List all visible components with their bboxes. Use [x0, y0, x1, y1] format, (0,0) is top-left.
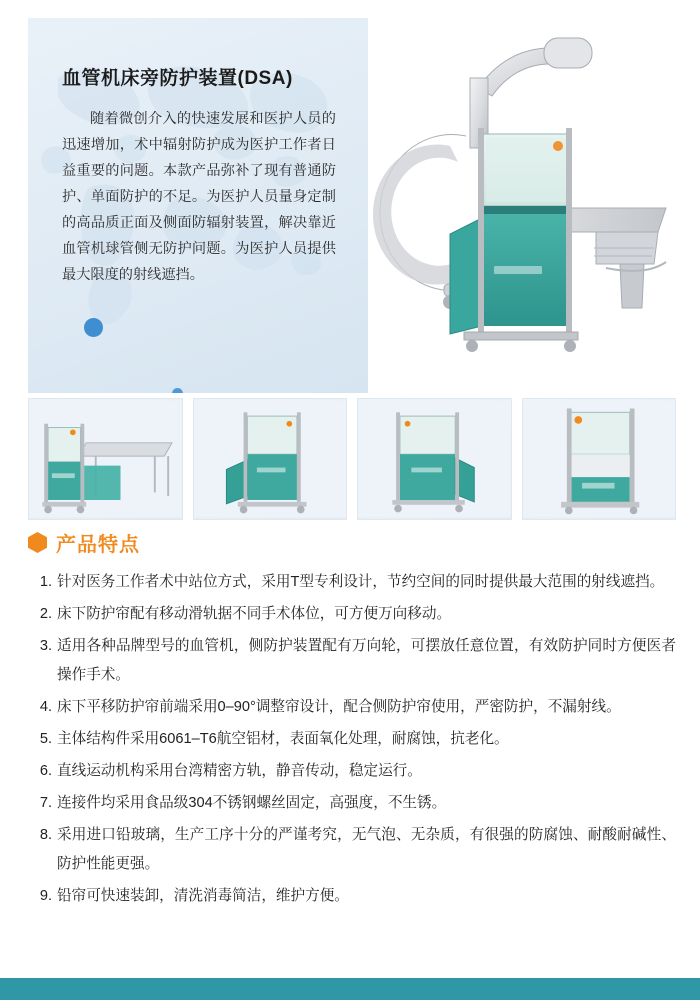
- hero-product-illustration: [358, 18, 676, 393]
- list-item-text: 适用各种品牌型号的血管机，侧防护装置配有万向轮，可摆放任意位置，有效防护同时方便医者操作手术。: [57, 638, 676, 683]
- list-item-text: 主体结构件采用6061–T6航空铝材，表面氧化处理，耐腐蚀，抗老化。: [57, 731, 509, 747]
- hero-text-panel: [28, 18, 368, 393]
- list-item-number: 3.: [39, 638, 52, 654]
- list-item-number: 7.: [39, 795, 52, 811]
- page-title: 血管机床旁防护装置(DSA): [62, 68, 293, 89]
- list-item-text: 针对医务工作者术中站位方式，采用T型专利设计，节约空间的同时提供最大范围的射线遮挡。: [57, 574, 665, 590]
- decorative-dot-small: [172, 388, 183, 393]
- gallery-item[interactable]: [28, 398, 183, 520]
- thumbnail-shield-front: [194, 399, 347, 519]
- list-item-number: 2.: [39, 606, 52, 622]
- list-item: [28, 600, 676, 629]
- decorative-dot-large: [84, 318, 103, 337]
- list-item-text: 采用进口铅玻璃，生产工序十分的严谨考究，无气泡、无杂质，有很强的防腐蚀、耐酸耐碱性、防护性能更强。: [57, 827, 676, 872]
- thumbnail-table-with-shield: [29, 399, 182, 519]
- list-item-number: 5.: [39, 731, 52, 747]
- list-item: [28, 789, 676, 818]
- list-item-text: 床下防护帘配有移动滑轨据不同手术体位，可方便万向移动。: [57, 606, 452, 622]
- list-item-number: 1.: [39, 574, 52, 590]
- footer-bar: [0, 978, 700, 1000]
- list-item: [28, 632, 676, 690]
- list-item-text: 床下平移防护帘前端采用0–90°调整帘设计，配合侧防护帘使用，严密防护，不漏射线。: [57, 699, 621, 715]
- list-item-text: 铅帘可快速装卸，清洗消毒简洁，维护方便。: [57, 888, 349, 904]
- gallery-item[interactable]: [357, 398, 512, 520]
- thumbnail-shield-angled: [358, 399, 511, 519]
- hero-description: 随着微创介入的快速发展和医护人员的迅速增加，术中辐射防护成为医护工作者日益重要的问题。本款产品弥补了现有普通防护、单面防护的不足。为医护人员量身定制的高品质正面及侧面防辐射装置，解决靠近血管机球管侧无防护问题。为医护人员提供最大限度的射线遮挡。: [62, 111, 336, 283]
- product-image-gallery: [28, 398, 676, 520]
- gallery-item[interactable]: [193, 398, 348, 520]
- list-item-text: 连接件均采用食品级304不锈钢螺丝固定，高强度，不生锈。: [57, 795, 447, 811]
- hero-section: [28, 18, 676, 393]
- list-item-number: 4.: [39, 699, 52, 715]
- feature-list: [28, 568, 676, 914]
- features-section-header: [28, 528, 140, 557]
- section-title: 产品特点: [56, 534, 140, 556]
- list-item: [28, 821, 676, 879]
- list-item: [28, 693, 676, 722]
- dsa-machine-illustration: [358, 18, 676, 393]
- list-item: [28, 882, 676, 911]
- hexagon-icon: [28, 532, 47, 553]
- list-item-number: 6.: [39, 763, 52, 779]
- list-item-number: 9.: [39, 888, 52, 904]
- list-item: [28, 725, 676, 754]
- thumbnail-shield-closeup: [523, 399, 676, 519]
- list-item-number: 8.: [39, 827, 52, 843]
- list-item: [28, 757, 676, 786]
- gallery-item[interactable]: [522, 398, 677, 520]
- list-item: [28, 568, 676, 597]
- list-item-text: 直线运动机构采用台湾精密方轨，静音传动，稳定运行。: [57, 763, 422, 779]
